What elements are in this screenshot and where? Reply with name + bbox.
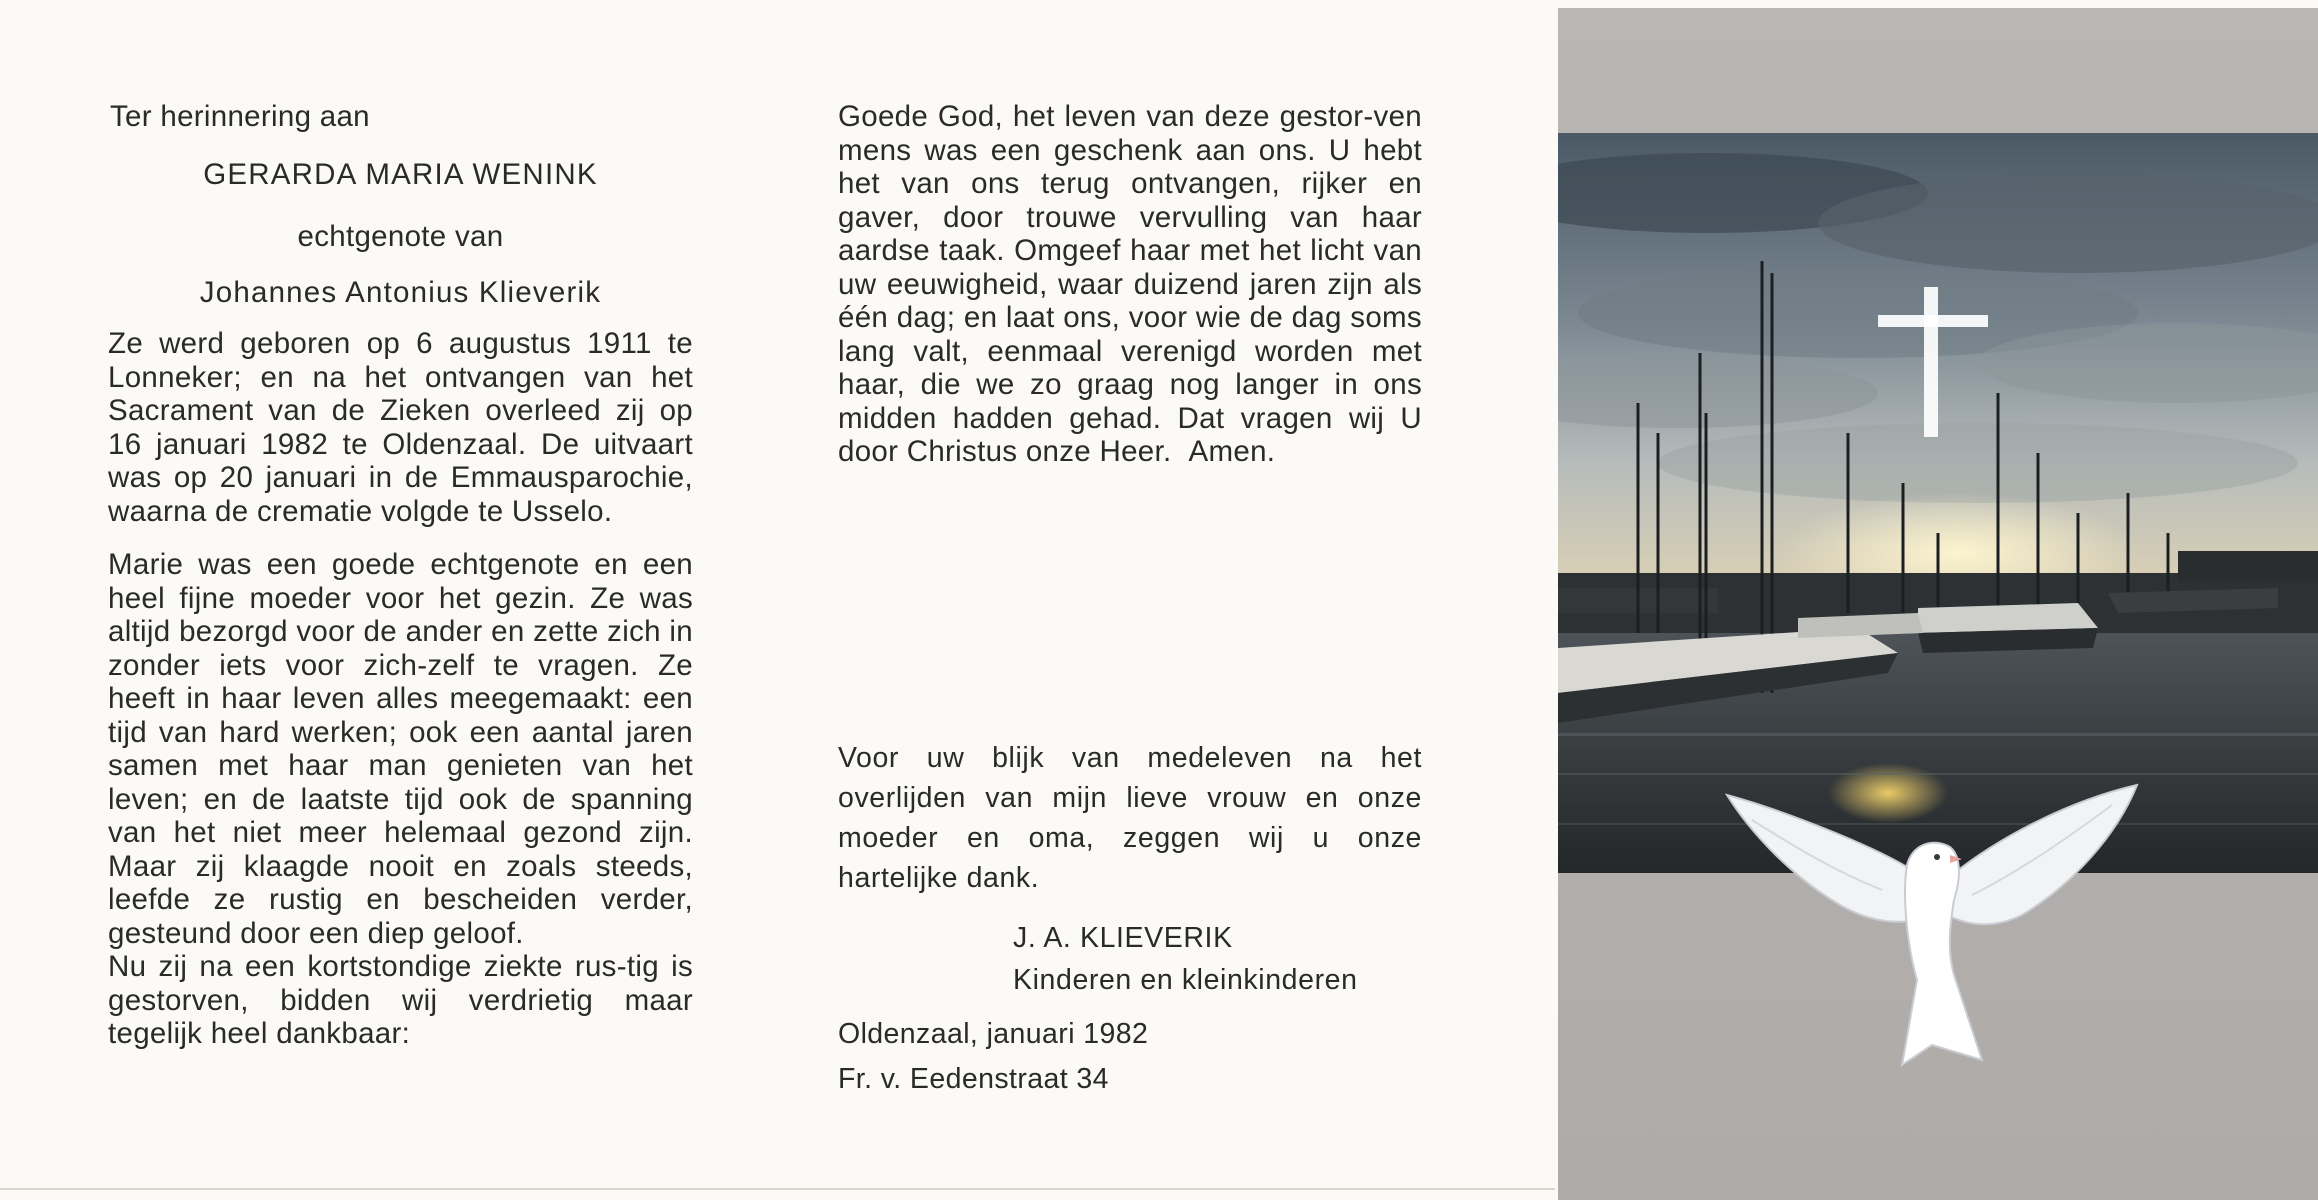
- signature-family: Kinderen en kleinkinderen: [1013, 964, 1358, 996]
- character-paragraph: Marie was een goede echtgenote en een heel fijne moeder voor het gezin. Ze was altijd bezorgd voor de ander en zette zich in zonder iets voor zich-zelf te vragen. Ze heeft in haar leven alles meegemaakt: een tijd van hard werken; ook een aantal jaren samen met haar man genieten van het leven; en de laatste tijd ook de spanning van het niet meer helemaal gezond zijn. Maar zij klaagde nooit en zoals steeds, leefde ze rustig en bescheiden verder, gesteund door een diep geloof.: [108, 548, 693, 950]
- signature-name: J. A. KLIEVERIK: [1013, 922, 1233, 954]
- prayer-amen: Amen.: [1188, 435, 1276, 468]
- thanks-text: Voor uw blijk van medeleven na het overlijden van mijn lieve vrouw en onze moeder en oma, zeggen wij u onze hartelijke dank.: [838, 742, 1422, 894]
- harbor-illustration: [1558, 133, 2318, 873]
- signature: [1013, 917, 1358, 1001]
- address: Fr. v. Eedenstraat 34: [838, 1063, 1109, 1095]
- deceased-name: GERARDA MARIA WENINK: [203, 157, 598, 191]
- middle-panel: [838, 100, 1422, 469]
- prayer-text: [838, 100, 1422, 469]
- dove-icon: [1722, 775, 2142, 1075]
- place-date: Oldenzaal, januari 1982: [838, 1018, 1149, 1050]
- spouse-name: Johannes Antonius Klieverik: [199, 275, 602, 309]
- biography-paragraph: Ze werd geboren op 6 augustus 1911 te Lonneker; en na het ontvangen van het Sacrament van de Zieken overleed zij op 16 januari 1982 te Oldenzaal. De uitvaart was op 20 januari in de Emmausparochie, waarna de crematie volgde te Usselo.: [108, 327, 693, 528]
- place-and-address: [838, 1012, 1148, 1102]
- closing-paragraph: Nu zij na een kortstondige ziekte rus-tig is gestorven, bidden wij verdrietig maar tegelijk heel dankbaar:: [108, 950, 693, 1050]
- intro-text: Ter herinnering aan: [110, 100, 370, 133]
- spouse-label: echtgenote van: [297, 220, 504, 253]
- cross-icon: [1878, 287, 1988, 437]
- left-panel: [108, 100, 693, 1051]
- prayer-body: Goede God, het leven van deze gestor-ven mens was een geschenk aan ons. U hebt het van ons terug ontvangen, rijker en gaver, door trouwe vervulling van haar aardse taak. Omgeef haar met het licht van uw eeuwigheid, waar duizend jaren zijn als één dag; en laat ons, voor wie de dag soms lang valt, eenmaal verenigd worden met haar, die we zo graag nog langer in ons midden hadden gehad. Dat vragen wij U door Christus onze Heer.: [838, 100, 1422, 468]
- card-bottom-edge: [0, 1188, 1555, 1190]
- harbor-sunset-photo: [1558, 133, 2318, 873]
